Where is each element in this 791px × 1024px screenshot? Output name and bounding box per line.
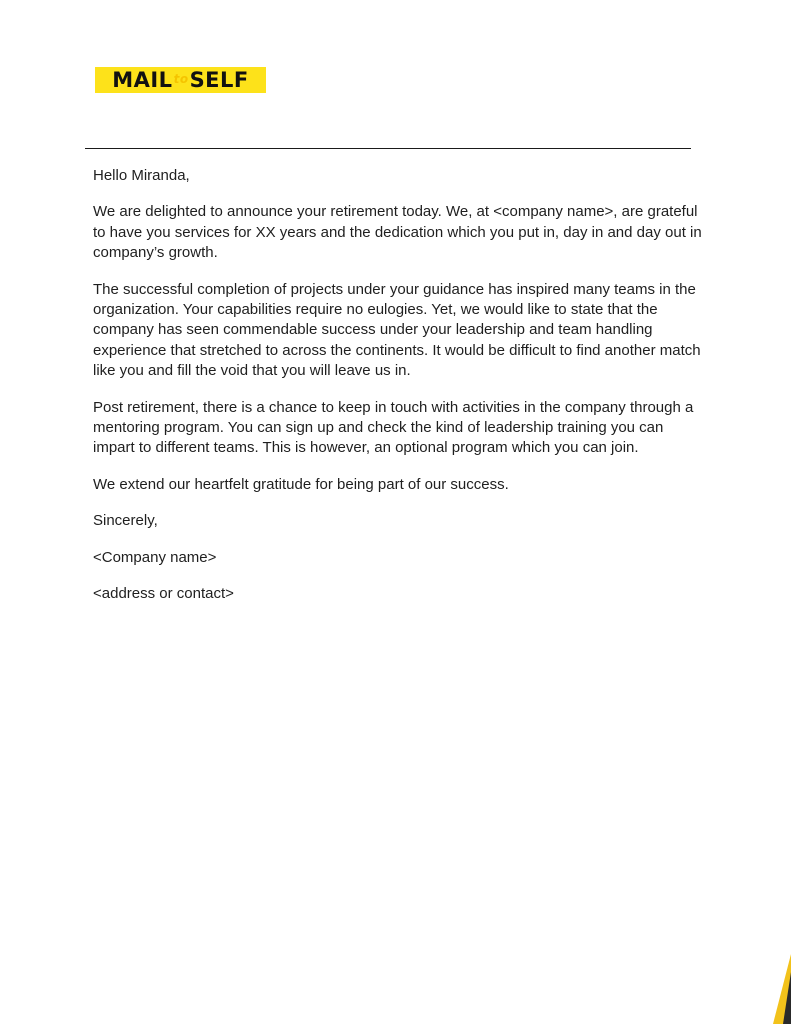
letter-paragraph-4: We extend our heartfelt gratitude for being part of our success. — [93, 475, 509, 493]
letter-greeting: Hello Miranda, — [93, 167, 190, 184]
letter-paragraph-1: We are delighted to announce your retirement today. We, at <company name>, are grateful to have you services for XX years and the dedication which you put in, day in and day out in company’s growth. — [93, 203, 702, 262]
letter-company-name: <Company name> — [93, 548, 217, 566]
letter-contact: <address or contact> — [93, 585, 234, 603]
logo-text-to: to — [173, 72, 189, 86]
logo-text-self: SELF — [189, 68, 249, 92]
letter-closing: Sincerely, — [93, 512, 158, 530]
logo-text-mail: MAIL — [112, 68, 173, 92]
mailtoself-logo — [95, 67, 266, 93]
letter-paragraph-2: The successful completion of projects under your guidance has inspired many teams in the organization. Your capabilities require no eulogies. Yet, we would like to state that the company has seen commendable success under your leadership and team handling experience that stretched to across the continents. It would be difficult to find another match like you and fill the void that you will leave us in. — [93, 280, 701, 380]
letter-body — [93, 166, 705, 621]
header-divider — [85, 148, 691, 149]
corner-decoration — [771, 954, 791, 1024]
letter-paragraph-3: Post retirement, there is a chance to keep in touch with activities in the company through a mentoring program. You can sign up and check the kind of leadership training you can impart to different teams. This is however, an optional program which you can join. — [93, 398, 694, 457]
